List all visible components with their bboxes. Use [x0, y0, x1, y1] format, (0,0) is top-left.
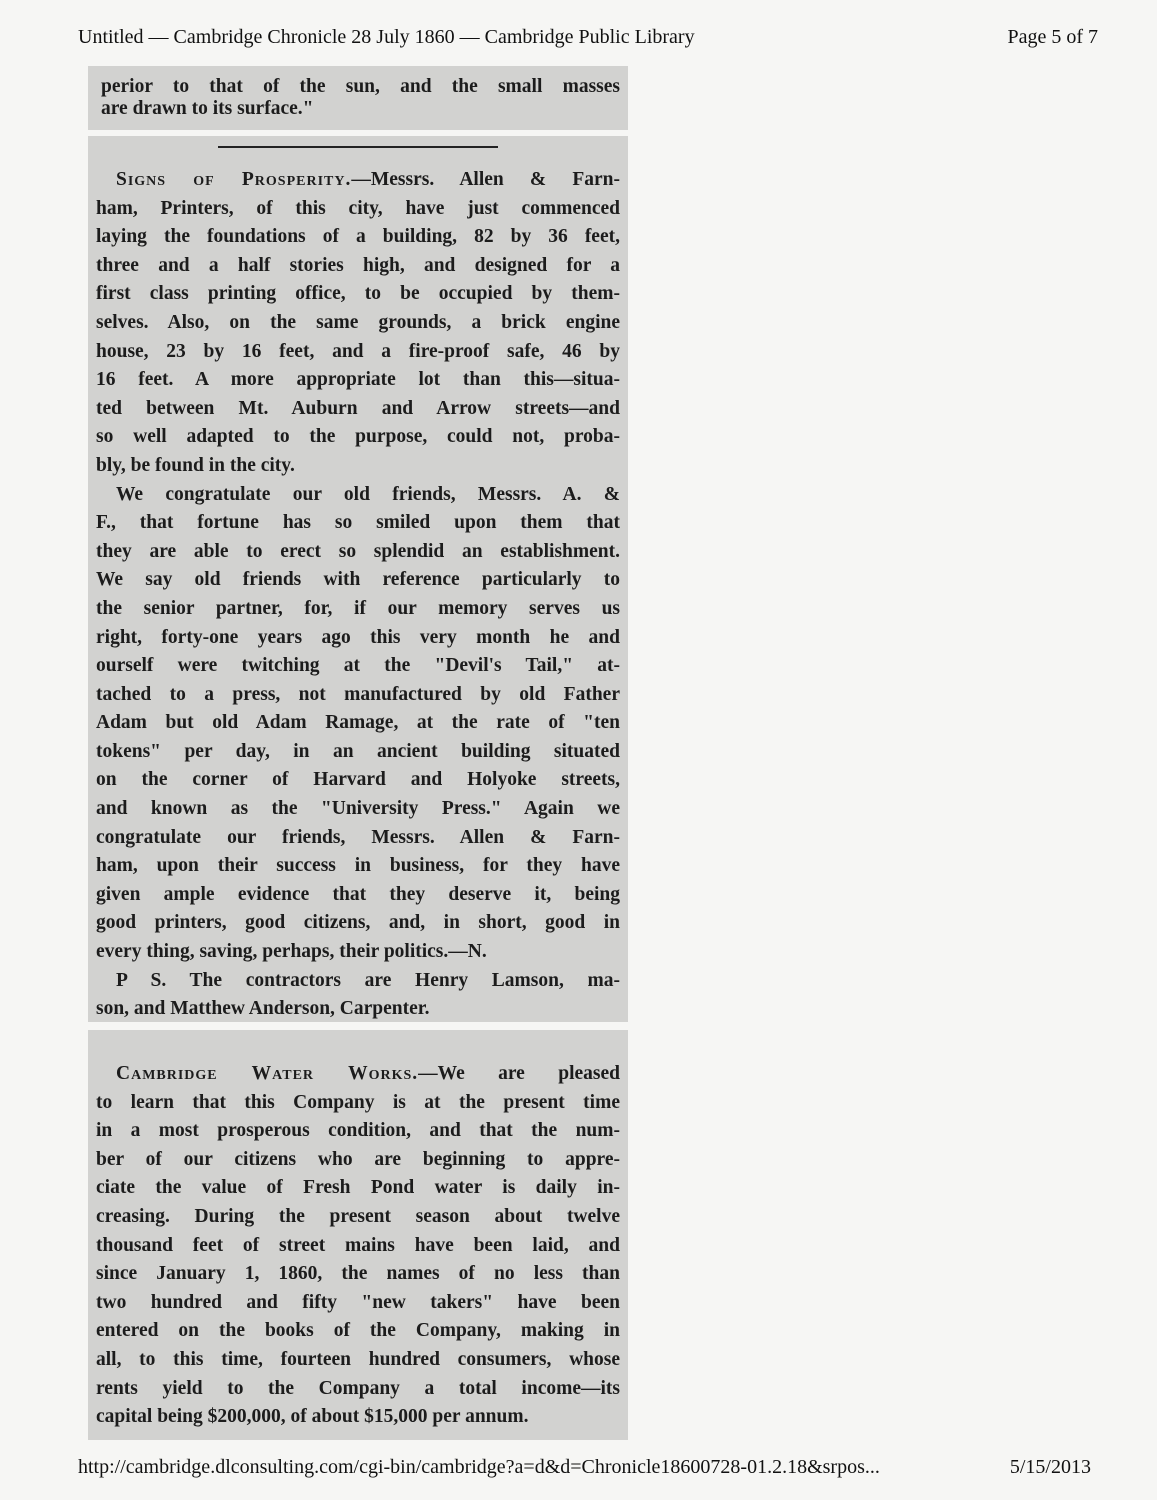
- text-line: given ample evidence that they deserve it, being: [96, 883, 620, 905]
- text-line: so well adapted to the purpose, could not, proba-: [96, 426, 620, 448]
- text-line: ber of our citizens who are beginning to appre-: [96, 1148, 620, 1170]
- article-first-line: [96, 1060, 620, 1089]
- print-date: 5/15/2013: [1009, 1456, 1091, 1478]
- text-line: bly, be found in the city.: [96, 454, 295, 476]
- text-line: since January 1, 1860, the names of no less than: [96, 1263, 620, 1285]
- text-line: ted between Mt. Auburn and Arrow streets—and: [96, 397, 620, 419]
- text-line: the senior partner, for, if our memory serves us: [96, 597, 620, 619]
- clipping-signs-of-prosperity: [88, 136, 628, 1022]
- text-line: house, 23 by 16 feet, and a fire-proof safe, 46 by: [96, 340, 620, 362]
- text-line: every thing, saving, perhaps, their politics.—N.: [96, 941, 487, 963]
- text-line: right, forty-one years ago this very month he and: [96, 626, 620, 648]
- text-line: We say old friends with reference particularly to: [96, 569, 620, 591]
- article-heading: Signs of Prosperity.: [116, 169, 352, 190]
- page-number: Page 5 of 7: [1007, 26, 1098, 48]
- text-line: are drawn to its surface.": [101, 98, 314, 119]
- text-line: perior to that of the sun, and the small masses: [101, 76, 620, 97]
- text-line: selves. Also, on the same grounds, a brick engine: [96, 311, 620, 333]
- document-title: Untitled — Cambridge Chronicle 28 July 1860 — Cambridge Public Library: [78, 26, 695, 48]
- text-line: tokens" per day, in an ancient building situated: [96, 740, 620, 762]
- text-line: creasing. During the present season about twelve: [96, 1205, 620, 1227]
- text-line: ourself were twitching at the "Devil's Tail," at-: [96, 655, 620, 677]
- source-url: http://cambridge.dlconsulting.com/cgi-bin/cambridge?a=d&d=Chronicle18600728-01.2.18&srpos...: [78, 1456, 880, 1478]
- text-line: first class printing office, to be occupied by them-: [96, 283, 620, 305]
- text-line: in a most prosperous condition, and that the num-: [96, 1120, 620, 1142]
- text-line: laying the foundations of a building, 82 by 36 feet,: [96, 226, 620, 248]
- article-body: [96, 166, 620, 1024]
- article-heading: Cambridge Water Works.: [116, 1063, 419, 1084]
- text-line: capital being $200,000, of about $15,000 per annum.: [96, 1406, 529, 1428]
- text-line: and known as the "University Press." Again we: [96, 798, 620, 820]
- text-line: ciate the value of Fresh Pond water is daily in-: [96, 1177, 620, 1199]
- text-line: to learn that this Company is at the present time: [96, 1091, 620, 1113]
- text-line: thousand feet of street mains have been laid, and: [96, 1234, 620, 1256]
- clipping-cambridge-water-works: [88, 1030, 628, 1440]
- text-line: son, and Matthew Anderson, Carpenter.: [96, 998, 430, 1020]
- text-line: on the corner of Harvard and Holyoke streets,: [96, 769, 620, 791]
- text-line: 16 feet. A more appropriate lot than this—situa-: [96, 369, 620, 391]
- text-line: good printers, good citizens, and, in short, good in: [96, 912, 620, 934]
- text-line: We congratulate our old friends, Messrs. A. &: [116, 483, 620, 505]
- first-line-text: —Messrs. Allen & Farn-: [351, 169, 620, 190]
- text-line: congratulate our friends, Messrs. Allen & Farn-: [96, 826, 620, 848]
- text-line: they are able to erect so splendid an establishment.: [96, 540, 620, 562]
- text-line: two hundred and fifty "new takers" have been: [96, 1291, 620, 1313]
- text-line: tached to a press, not manufactured by old Father: [96, 683, 620, 705]
- text-line: three and a half stories high, and designed for a: [96, 254, 620, 276]
- print-header: [78, 26, 1098, 56]
- text-line: rents yield to the Company a total income—its: [96, 1377, 620, 1399]
- text-line: F., that fortune has so smiled upon them that: [96, 512, 620, 534]
- text-line: Adam but old Adam Ramage, at the rate of "ten: [96, 712, 620, 734]
- text-line: P S. The contractors are Henry Lamson, ma-: [116, 969, 620, 991]
- text-line: ham, Printers, of this city, have just commenced: [96, 197, 620, 219]
- text-line: entered on the books of the Company, making in: [96, 1320, 620, 1342]
- clipping-fragment-top: [88, 66, 628, 130]
- divider-rule: [218, 146, 498, 148]
- article-first-line: [96, 166, 620, 195]
- article-body: [96, 1060, 620, 1432]
- first-line-text: —We are pleased: [418, 1063, 620, 1084]
- text-line: all, to this time, fourteen hundred consumers, whose: [96, 1348, 620, 1370]
- text-line: ham, upon their success in business, for they have: [96, 855, 620, 877]
